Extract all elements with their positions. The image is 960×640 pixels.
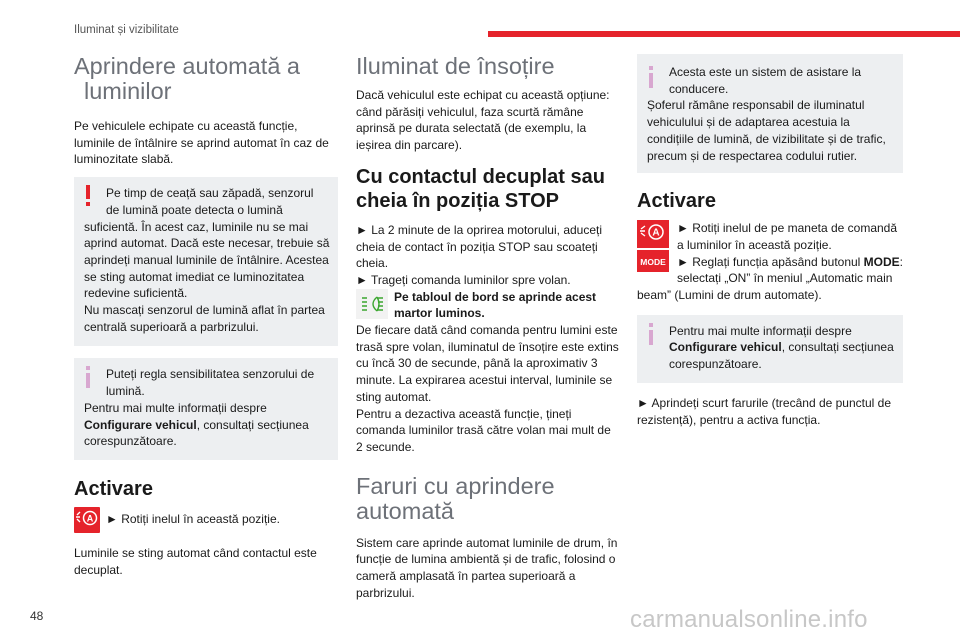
- column-1: [74, 54, 338, 578]
- mode-button-icon: [637, 250, 669, 272]
- section-title-auto-high-beam: Faruri cu aprindere automată: [356, 472, 555, 524]
- auto-high-beam-intro: Sistem care aprinde automat luminile de drum, în funcție de lumina ambientă și de trafic, folosind o cameră amplasată în partea superioară a parbrizului.: [356, 535, 618, 600]
- warning-text: suficientă. În acest caz, luminile nu se mai aprind automat. Dacă este necesar, trebuie să aprindeți manual luminile de întâlnire. Acestea se sting automat imediat ce luminozitatea redevine suficientă.: [84, 219, 330, 301]
- dashboard-indicator-text: Pe tabloul de bord se aprinde acest martor luminos.: [394, 289, 597, 321]
- auto-lights-icon: [74, 507, 100, 533]
- svg-text:A: A: [86, 513, 94, 524]
- page-number: 48: [30, 609, 44, 623]
- step-stop-key: ► La 2 minute de la oprirea motorului, aduceți cheia de contact în poziția STOP sau scoateți cheia.: [356, 222, 603, 271]
- step-pull-stalk: ► Trageți comanda luminilor spre volan.: [356, 272, 571, 287]
- section-title-follow-me: Iluminat de însoțire: [356, 53, 555, 79]
- warning-text-2: Nu mascați senzorul de lumină aflat în partea centrală superioară a parbrizului.: [84, 303, 325, 334]
- low-beam-indicator-icon: [356, 289, 388, 319]
- info-note-config: [637, 315, 903, 383]
- section-title-auto-lights: Aprindere automată a luminilor: [74, 53, 301, 104]
- running-header: Iluminat și vizibilitate: [74, 24, 179, 36]
- follow-me-intro: Dacă vehiculul este echipat cu această opțiune: când părăsiți vehiculul, faza scurtă rămâne aprinsă pe durata selectată (de exemplu, la ieșirea din parcare).: [356, 88, 610, 153]
- activation-title-high-beam: Activare: [637, 190, 716, 213]
- svg-text:MODE: MODE: [640, 257, 666, 268]
- warning-note: [74, 177, 338, 346]
- dashboard-indicator-row: [356, 289, 620, 322]
- config-info-text: Pentru mai multe informații despre Configurare vehicul, consultați secțiunea corespunzătoare.: [669, 323, 894, 372]
- assist-line1: Acesta este un sistem de asistare la conducere.: [669, 65, 862, 96]
- info-text: Pentru mai multe informații despre Configurare vehicul, consultați secțiunea corespunzătoare.: [84, 400, 309, 449]
- activation-row: [74, 507, 338, 535]
- auto-lights-icon: [637, 220, 669, 248]
- activation-step: ► Rotiți inelul în această poziție.: [106, 511, 280, 526]
- watermark: carmanualsonline.info: [630, 606, 868, 633]
- svg-text:A: A: [652, 227, 660, 239]
- warning-line1: Pe timp de ceață sau zăpadă, senzorul de lumină poate detecta o lumină: [106, 186, 314, 217]
- column-3: [637, 54, 903, 428]
- follow-me-disable-text: Pentru a dezactiva această funcție, țineți comanda luminilor trasă către volan mai mult de 2 secunde.: [356, 406, 611, 454]
- info-note-assist: [637, 54, 903, 173]
- high-beam-step1: ► Rotiți inelul de pe maneta de comandă a luminilor în această poziție.: [677, 221, 898, 252]
- column-2: [356, 54, 620, 601]
- high-beam-steps: [637, 220, 903, 304]
- info-note-sensitivity: [74, 358, 338, 460]
- header-accent-bar: [488, 31, 960, 37]
- subsection-title-stop: Cu contactul decuplat sau cheia în poziția STOP: [356, 165, 605, 212]
- flash-headlights-step: ► Aprindeți scurt farurile (trecând de punctul de rezistență), pentru a activa funcția.: [637, 395, 892, 427]
- auto-lights-intro: Pe vehiculele echipate cu această funcție, luminile de întâlnire se aprind automat în caz de luminozitate slabă.: [74, 119, 329, 167]
- info-line1: Puteți regla sensibilitatea senzorului de lumină.: [106, 367, 315, 399]
- high-beam-step2: ► Reglați funcția apăsând butonul MODE: selectați „ON” în meniul „Automatic main beam” (Lumini de drum automate).: [637, 254, 903, 303]
- follow-me-extend-text: De fiecare dată când comanda pentru lumini este trasă spre volan, iluminatul de însoțire este extins cu încă 30 de secunde, până la aproximativ 3 minute. La expirarea acestui interval, luminile se sting automat.: [356, 323, 619, 404]
- activation-title: Activare: [74, 477, 153, 500]
- lights-off-text: Luminile se sting automat când contactul este decuplat.: [74, 545, 317, 577]
- assist-text: Șoferul rămâne responsabil de iluminatul vehiculului și de adaptarea acestuia la condițiile de lumină, de vizibilitate și de trafic, precum și de respectarea codului rutier.: [647, 98, 886, 163]
- control-icons: [637, 220, 671, 272]
